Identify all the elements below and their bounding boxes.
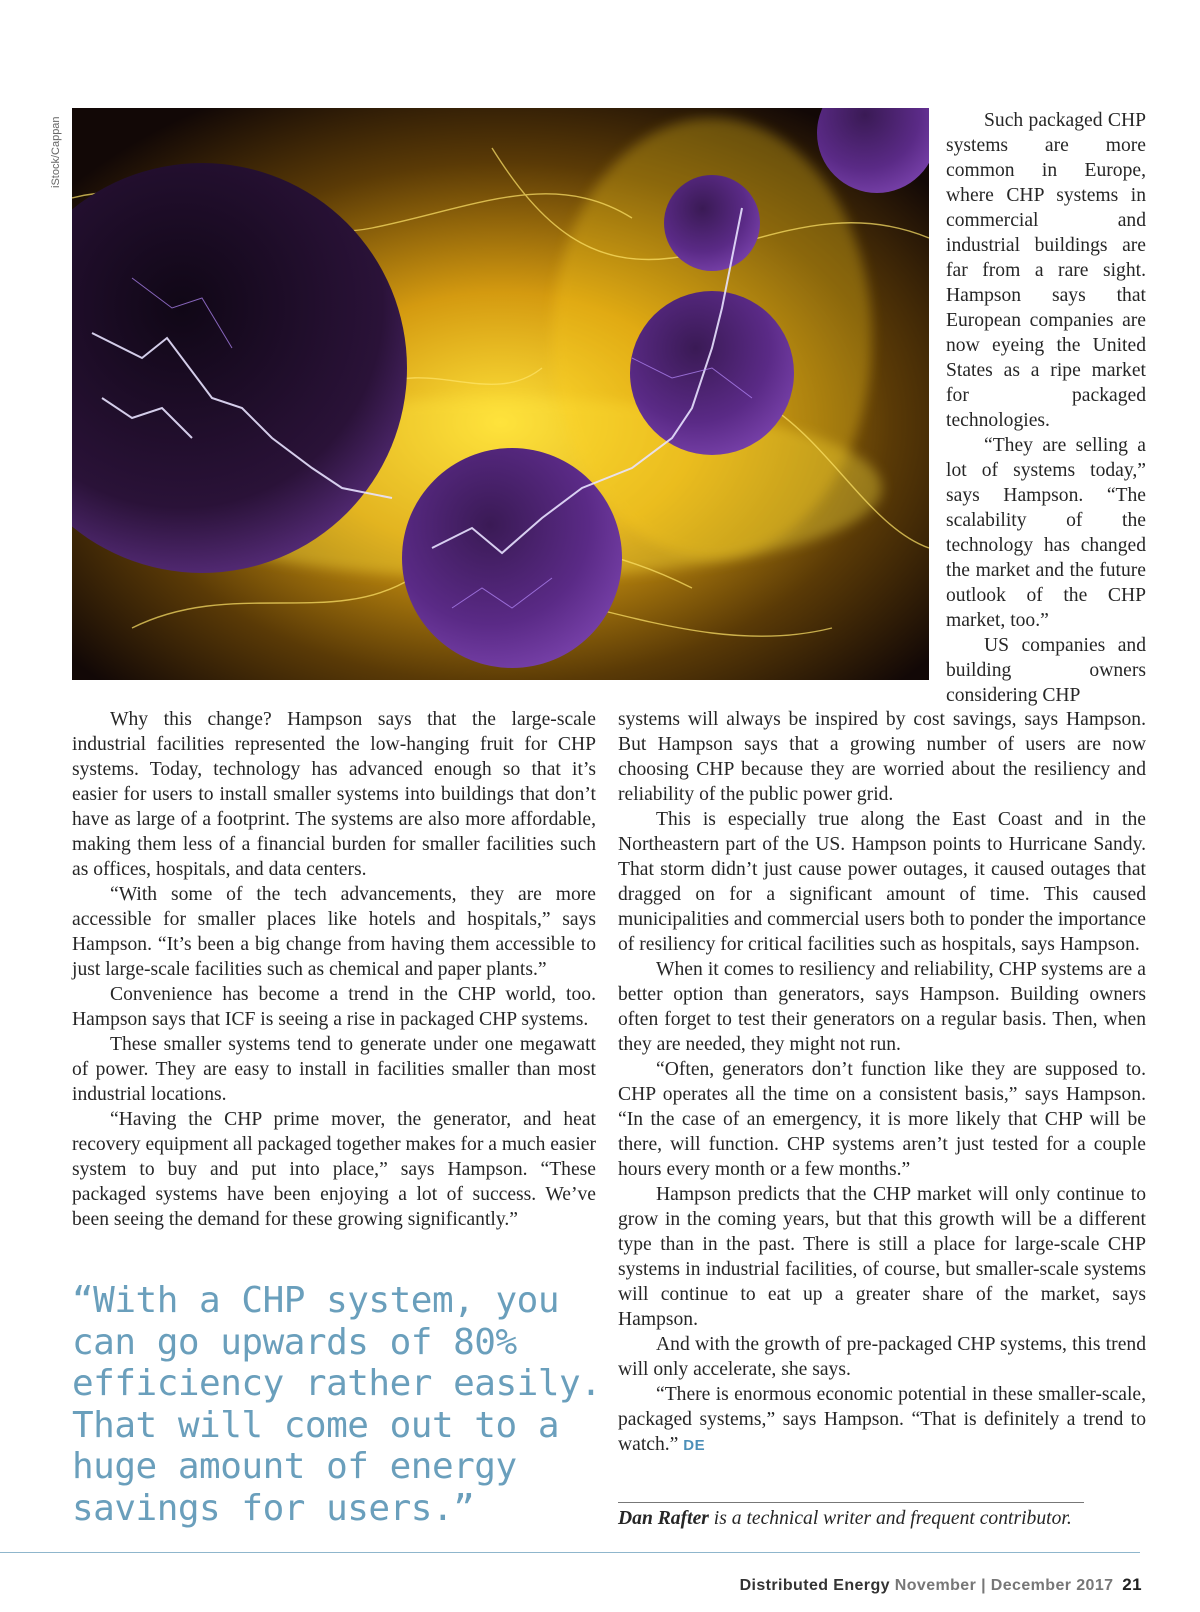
article-column-top-right bbox=[946, 108, 1146, 708]
photo-credit: iStock/Cappan bbox=[50, 116, 62, 188]
article-paragraph: Such packaged CHP systems are more common in Europe, where CHP systems in commercial and industrial buildings are far from a rare sight. Hampson says that European companies are now eyeing the United States as a ripe market for packaged technologies. bbox=[946, 110, 1146, 431]
magazine-name: Distributed Energy bbox=[739, 1577, 890, 1594]
article-paragraph: This is especially true along the East Coast and in the Northeastern part of the US. Hampson points to Hurricane Sandy. That storm didn’t just cause power outages, it caused outages that dragged on for a significant amount of time. This caused municipalities and commercial users both to ponder the importance of resiliency for critical facilities such as hospitals, says Hampson. bbox=[618, 809, 1146, 955]
author-description: is a technical writer and frequent contributor. bbox=[708, 1508, 1072, 1529]
electric-spheres-illustration bbox=[72, 108, 929, 680]
article-paragraph: “With some of the tech advancements, they are more accessible for smaller places like hotels and hospitals,” says Hampson. “It’s been a big change from having them accessible to just large-scale facilities such as chemical and paper plants.” bbox=[72, 884, 596, 980]
author-name: Dan Rafter bbox=[618, 1508, 709, 1529]
article-paragraph: “Having the CHP prime mover, the generator, and heat recovery equipment all packaged together makes for a much easier system to buy and put into place,” says Hampson. “These packaged systems have been enjoying a lot of success. We’ve been seeing the demand for these growing significantly.” bbox=[72, 1109, 596, 1230]
article-paragraph: And with the growth of pre-packaged CHP systems, this trend will only accelerate, she says. bbox=[618, 1334, 1146, 1380]
author-byline bbox=[618, 1506, 1158, 1531]
article-paragraph: Hampson predicts that the CHP market will only continue to grow in the coming years, but that this growth will be a different type than in the past. There is still a place for large-scale CHP systems in industrial facilities, of course, but smaller-scale systems will continue to eat up a greater share of the market, says Hampson. bbox=[618, 1184, 1146, 1330]
end-mark: DE bbox=[683, 1437, 706, 1454]
issue-date: November | December 2017 bbox=[894, 1577, 1114, 1594]
byline-divider bbox=[618, 1502, 1084, 1503]
footer-divider bbox=[0, 1552, 1140, 1553]
pull-quote: “With a CHP system, you can go upwards of 80% efficiency rather easily. That will come out to a huge amount of energy savings for users.” bbox=[72, 1280, 602, 1529]
article-paragraph: Convenience has become a trend in the CHP world, too. Hampson says that ICF is seeing a rise in packaged CHP systems. bbox=[72, 984, 596, 1030]
article-column-left bbox=[72, 707, 596, 1232]
page-number: 21 bbox=[1122, 1575, 1142, 1594]
article-paragraph-continuation: systems will always be inspired by cost savings, says Hampson. But Hampson says that a growing number of users are now choosing CHP because they are worried about the resiliency and reliability of the public power grid. bbox=[618, 709, 1146, 805]
feature-photo bbox=[72, 108, 929, 680]
article-paragraph: These smaller systems tend to generate under one megawatt of power. They are easy to install in facilities smaller than most industrial locations. bbox=[72, 1034, 596, 1105]
article-paragraph: “Often, generators don’t function like they are supposed to. CHP operates all the time on a consistent basis,” says Hampson. “In the case of an emergency, it is more likely that CHP will be there, will function. CHP systems aren’t just tested for a couple hours every month or a few months.” bbox=[618, 1059, 1146, 1180]
article-paragraph: When it comes to resiliency and reliability, CHP systems are a better option than generators, says Hampson. Building owners often forget to test their generators on a regular basis. Then, when they are needed, they might not run. bbox=[618, 959, 1146, 1055]
page-footer bbox=[740, 1575, 1142, 1595]
closing-text: “There is enormous economic potential in these smaller-scale, packaged systems,” says Hampson. “That is definitely a trend to watch.” bbox=[618, 1384, 1146, 1455]
article-paragraph: Why this change? Hampson says that the large-scale industrial facilities represented the low-hanging fruit for CHP systems. Today, technology has advanced enough so that it’s easier for users to install smaller systems into buildings that don’t have as large of a footprint. The systems are also more affordable, making them less of a financial burden for smaller facilities such as offices, hospitals, and data centers. bbox=[72, 709, 596, 880]
article-paragraph: US companies and building owners considering CHP bbox=[946, 635, 1146, 706]
article-closing-paragraph bbox=[618, 1382, 1146, 1458]
article-paragraph: “They are selling a lot of systems today,” says Hampson. “The scalability of the technology has changed the market and the future outlook of the CHP market, too.” bbox=[946, 435, 1146, 631]
article-column-right bbox=[618, 707, 1146, 1458]
